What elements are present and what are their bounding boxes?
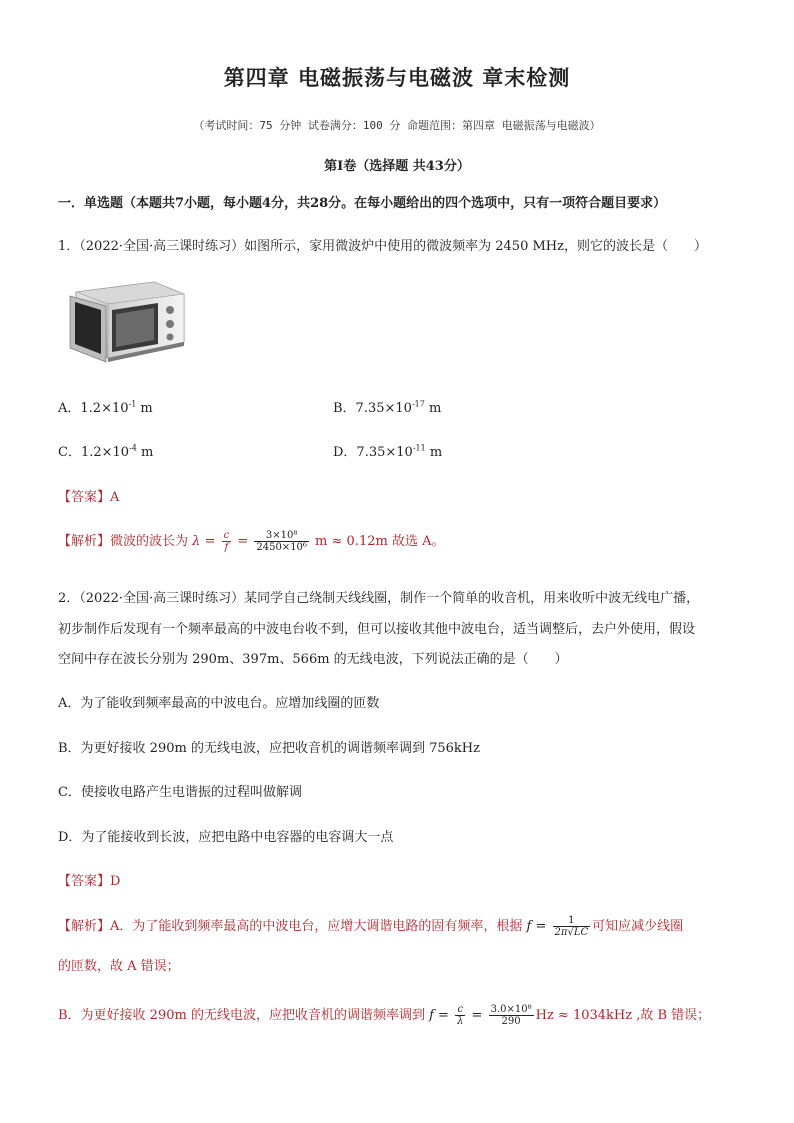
- c-over-f-fraction: $\frac{c}{f}$: [223, 530, 230, 553]
- frequency-value-fraction: $\frac{\text{3.0×10⁸}}{290}$: [490, 1004, 532, 1027]
- value-fraction: $\frac{\text{3×10⁸}}{\text{2450×10⁶}}$: [256, 530, 307, 553]
- page-title: 第四章 电磁振荡与电磁波 章末检测: [223, 66, 571, 90]
- section-heading: 一．单选题（本题共7小题，每小题4分，共28分。在每小题给出的四个选项中，只有一项符合题目要求）: [58, 196, 667, 211]
- question-1-stem: 1．（2022·全国·高三课时练习）如图所示，家用微波炉中使用的微波频率为 2450 MHz，则它的波长是（ ）: [58, 239, 707, 254]
- q1-option-b[interactable]: B．$7.35\times 10^{-17}$ m: [333, 399, 442, 416]
- volume-heading: 第Ⅰ卷（选择题 共43分）: [324, 159, 470, 174]
- q2-analysis-a: 【解析】A．为了能收到频率最高的中波电台，应增大调谐电路的固有频率，根据 f = $\frac{1}{2\pi√LC}$ 可知应减少线圈: [58, 915, 684, 938]
- q2-answer: 【答案】D: [58, 874, 121, 889]
- exam-info: （考试时间：75 分钟 试卷满分：100 分 命题范围：第四章 电磁振荡与电磁波）: [193, 119, 601, 132]
- question-2-stem-line-3: 空间中存在波长分别为 290m、397m、566m 的无线电波，下列说法正确的是（ ）: [58, 652, 568, 667]
- q1-answer: 【答案】A: [58, 490, 120, 505]
- q1-option-c[interactable]: C．$1.2\times 10^{-4}$ m: [58, 443, 154, 460]
- q2-option-c[interactable]: C．使接收电路产生电谐振的过程叫做解调: [58, 785, 302, 800]
- microwave-oven-icon: [66, 272, 190, 370]
- q1-analysis: 【解析】微波的波长为 λ = $\frac{c}{f}$ = $\frac{\text{3×10⁸}}{\text{2450×10⁶}}$ m ≈ 0.12m 故选 A。: [58, 530, 445, 553]
- q2-analysis-b: B．为更好接收 290m 的无线电波，应把收音机的调谐频率调到 f = $\frac{c}{\lambda}$ = $\frac{\text{3.0×10⁸}}{290}$ Hz ≈ 1034kHz ,故 B 错误；: [58, 1004, 711, 1027]
- q2-option-d[interactable]: D．为了能接收到长波，应把电路中电容器的电容调大一点: [58, 830, 394, 845]
- question-2-stem-line-2: 初步制作后发现有一个频率最高的中波电台收不到，但可以接收其他中波电台，适当调整后，去户外使用，假设: [58, 622, 696, 637]
- q2-option-a[interactable]: A．为了能收到频率最高的中波电台。应增加线圈的匝数: [58, 696, 380, 711]
- resonance-fraction: $\frac{1}{2\pi√LC}$: [554, 915, 589, 938]
- q1-option-a[interactable]: A．$1.2\times 10^{-1}$ m: [58, 399, 153, 416]
- q2-analysis-a-line-2: 的匝数，故 A 错误；: [58, 959, 180, 974]
- c-over-lambda-fraction: $\frac{c}{\lambda}$: [457, 1004, 464, 1027]
- microwave-oven-image: [66, 272, 190, 370]
- question-2-stem-line-1: 2．（2022·全国·高三课时练习）某同学自己绕制天线线圈，制作一个简单的收音机，用来收听中波无线电广播，: [58, 591, 700, 606]
- q1-option-d[interactable]: D．$7.35\times 10^{-11}$ m: [333, 443, 443, 460]
- q2-option-b[interactable]: B．为更好接收 290m 的无线电波，应把收音机的调谐频率调到 756kHz: [58, 741, 480, 756]
